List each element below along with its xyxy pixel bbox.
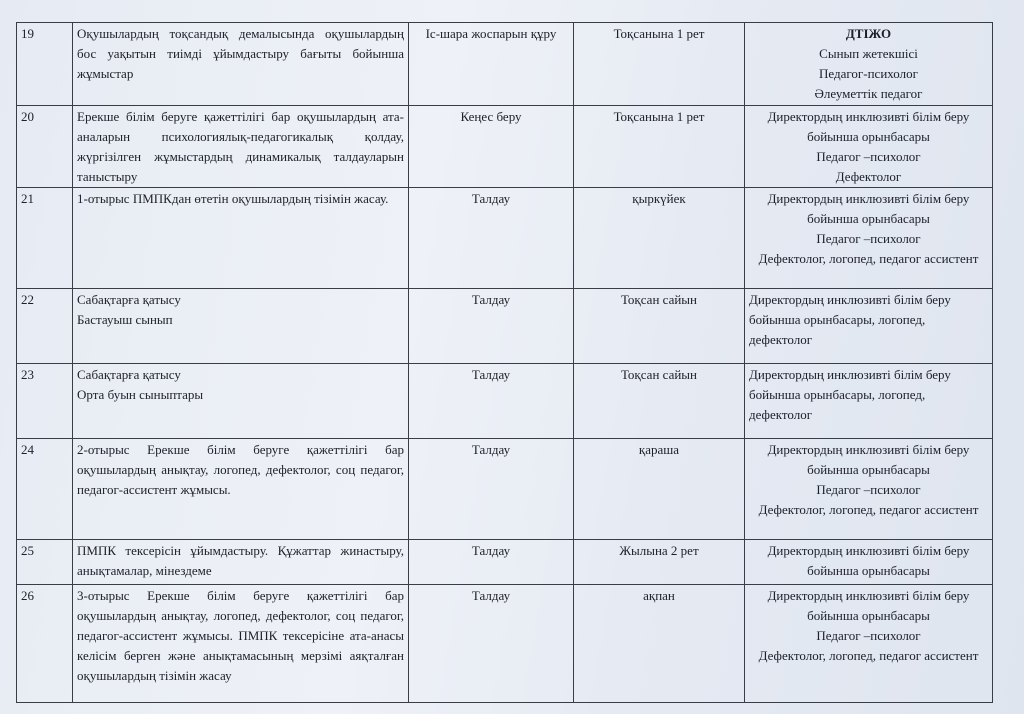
activity-line: Сабақтарға қатысу [77, 367, 181, 382]
responsible-cell: Директордың инклюзивті білім беру бойынша орынбасары [745, 540, 993, 585]
activity-cell: 2-отырыс Ерекше білім беруге қажеттілігі бар оқушылардың анықтау, логопед, дефектолог, соц педагог, педагог-ассистент жұмысы. [73, 439, 409, 540]
responsible-line: Дефектолог, логопед, педагог ассистент [758, 502, 979, 517]
responsible-line: ДТІЖО [845, 26, 892, 41]
table-row [17, 289, 993, 364]
timing-cell: қараша [574, 439, 745, 540]
timing-cell: қыркүйек [574, 188, 745, 289]
responsible-line: Дефектолог [835, 169, 902, 184]
form-cell: Талдау [409, 289, 574, 364]
activity-cell: Ерекше білім беруге қажеттілігі бар оқушылардың ата-аналарын психологиялық-педагогикалық қолдау, жүргізілген жұмыстардың динамикалық талдауларын таныстыру [73, 106, 409, 188]
responsible-cell [745, 106, 993, 188]
table-row [17, 439, 993, 540]
timing-cell: Тоқсанына 1 рет [574, 23, 745, 106]
responsible-line: Педагог –психолог [816, 482, 921, 497]
table-row [17, 188, 993, 289]
activity-cell: ПМПК тексерісін ұйымдастыру. Құжаттар жинастыру, анықтамалар, мінездеме [73, 540, 409, 585]
responsible-line: Педагог –психолог [816, 628, 921, 643]
form-cell: Талдау [409, 439, 574, 540]
form-cell: Іс-шара жоспарын құру [409, 23, 574, 106]
activity-line: Сабақтарға қатысу [77, 292, 181, 307]
activity-cell: Оқушылардың тоқсандық демалысында оқушылардың бос уақытын тиімді ұйымдастыру бағыты бойынша жұмыстар [73, 23, 409, 106]
activity-line: Бастауыш сынып [77, 312, 173, 327]
responsible-cell [745, 585, 993, 703]
row-number: 19 [17, 23, 73, 106]
responsible-line: Педагог-психолог [819, 66, 918, 81]
timing-cell: Тоқсан сайын [574, 364, 745, 439]
timing-cell: Жылына 2 рет [574, 540, 745, 585]
responsible-line: Дефектолог, логопед, педагог ассистент [758, 251, 979, 266]
responsible-line: Педагог –психолог [816, 149, 921, 164]
activity-cell [73, 364, 409, 439]
responsible-line: Директордың инклюзивті білім беру бойынша орынбасары [767, 442, 970, 477]
responsible-cell [745, 439, 993, 540]
plan-table [16, 22, 993, 703]
table-row [17, 364, 993, 439]
table-row [17, 540, 993, 585]
row-number: 26 [17, 585, 73, 703]
table-row [17, 23, 993, 106]
row-number: 23 [17, 364, 73, 439]
form-cell: Талдау [409, 188, 574, 289]
form-cell: Талдау [409, 364, 574, 439]
responsible-line: Дефектолог, логопед, педагог ассистент [758, 648, 979, 663]
responsible-cell: Директордың инклюзивті білім беру бойынша орынбасары, логопед, дефектолог [745, 364, 993, 439]
timing-cell: Тоқсанына 1 рет [574, 106, 745, 188]
form-cell: Кеңес беру [409, 106, 574, 188]
responsible-line: Әлеуметтік педагог [814, 86, 923, 101]
form-cell: Талдау [409, 585, 574, 703]
timing-cell: Тоқсан сайын [574, 289, 745, 364]
responsible-cell: Директордың инклюзивті білім беру бойынша орынбасары, логопед, дефектолог [745, 289, 993, 364]
row-number: 25 [17, 540, 73, 585]
responsible-line: Сынып жетекшісі [819, 46, 918, 61]
row-number: 22 [17, 289, 73, 364]
responsible-cell [745, 188, 993, 289]
responsible-cell [745, 23, 993, 106]
responsible-line: Директордың инклюзивті білім беру бойынша орынбасары [767, 588, 970, 623]
row-number: 20 [17, 106, 73, 188]
table-row [17, 585, 993, 703]
responsible-line: Педагог –психолог [816, 231, 921, 246]
row-number: 21 [17, 188, 73, 289]
form-cell: Талдау [409, 540, 574, 585]
table-row [17, 106, 993, 188]
timing-cell: ақпан [574, 585, 745, 703]
activity-line: Орта буын сыныптары [77, 387, 204, 402]
row-number: 24 [17, 439, 73, 540]
responsible-line: Директордың инклюзивті білім беру бойынша орынбасары [767, 109, 970, 144]
activity-cell [73, 289, 409, 364]
activity-cell: 3-отырыс Ерекше білім беруге қажеттілігі бар оқушылардың анықтау, логопед, дефектолог, соц педагог, педагог-ассистент жұмысы. ПМПК тексерісіне ата-анасы келісім берген және анықтамасының мерзімі аяқталған оқушылардың тізімін жасау [73, 585, 409, 703]
activity-cell: 1-отырыс ПМПКдан өтетін оқушылардың тізімін жасау. [73, 188, 409, 289]
responsible-line: Директордың инклюзивті білім беру бойынша орынбасары [767, 191, 970, 226]
